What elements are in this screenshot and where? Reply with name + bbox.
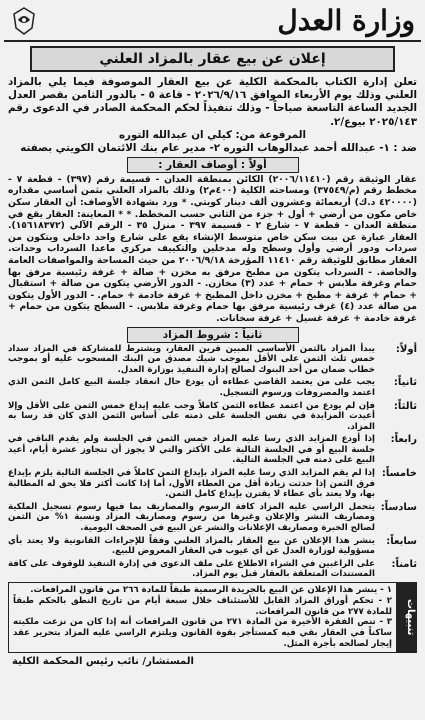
condition-label: خامساً: — [381, 468, 417, 480]
notes-box — [8, 582, 417, 653]
condition-item — [8, 559, 417, 580]
intro-text: تعلن إدارة الكتاب بالمحكمة الكلية عن بيع العقار الموصوفة فيما يلي بالمزاد العلني وذلك يوم الأربعاء الموافق ٢٠٢٦/٩/١٦ - قاعة ٥ - بالدور الثامن بقصر العدل الجديد الساعة التاسعة صباحاً - وذلك تنفيذاً لحكم المحكمة الصادر في الدعوى رقم ٢٠٢٥/١٤٣ بيوع/٢. — [8, 76, 417, 128]
condition-text: ينشر هذا الإعلان عن بيع العقار بالمزاد العلني وفقاً للإجراءات القانونية ولا يعتد بأي مسؤولية لوزارة العدل عن أي عيوب في العقار المعروض للبيع. — [8, 535, 375, 557]
condition-item — [8, 401, 417, 433]
condition-text: على الراغبين في الشراء الاطلاع على ملف الدعوى في إدارة التنفيذ للوقوف على كافة المستندات المتعلقة بالعقار قبل يوم المزاد. — [8, 558, 375, 580]
condition-label: ثالثاً: — [393, 400, 417, 412]
plaintiff-line: المرفوعة من: كيلي ان عبدالله التوره — [118, 128, 307, 141]
note-item: ٢ - تحكم أوراق المزاد القابل للأستئناف خلال سبعة أيام من تاريخ النطق بالحكم طبقاً للمادة ٢٧٧ من قانون المرافعات. — [13, 595, 392, 617]
auction-conditions-list — [4, 344, 421, 580]
condition-text: يجب على من يعتمد القاضي عطاءه أن يودع حال انعقاد جلسة البيع كامل الثمن الذي اعتمد والمصروفات ورسوم التسجيل. — [8, 377, 375, 398]
case-parties — [4, 129, 421, 155]
notice-title: إعلان عن بيع عقار بالمزاد العلني — [30, 46, 395, 72]
masthead — [4, 4, 421, 42]
condition-label: رابعاً: — [390, 434, 417, 446]
state-emblem-icon — [10, 6, 38, 36]
condition-text: يبدأ المزاد بالثمن الأساسي المبين قرين العقار، ويشترط للمشاركة في المزاد سداد خمس ثلث الثمن على الأقل بموجب شيك مصدق من البنك المسحوب عليه أو بموجب خطاب ضمان من أحد البنوك لصالح إدارة التنفيذ بوزارة العدل. — [8, 343, 375, 375]
ministry-name: وزارة العدل — [277, 4, 415, 37]
defendants-line: ضد : ١- عبدالله أحمد عبدالوهاب التوره ٢- مدير عام بنك الائتمان الكويتي بصفته — [20, 141, 417, 154]
condition-item — [8, 434, 417, 466]
condition-label: سابعاً: — [386, 535, 417, 547]
property-description-text: عقار الوثيقة رقم (٢٠٠٦/١١٤١٠) الكائن بمنطقة العدان - قسيمة رقم (٣٩٧) - قطعة ٧ - مخطط رقم (م/٣٧٥٤٩) ومساحته الكلية (٤٠٠م٢) وذلك بالمزاد العلني بثمن أساسي مقداره (٤٢٠٠٠٠ د.ك) أربعمائة وعشرون ألف دينار كويتي. * ورد بشهادة الأوصاف: أن العقار سكن خاص مكون من أرضي + أول + جزء من الثاني حسب المخطط. * * المعاينة: العقار يقع في منطقة العدان - قطعة ٧ - شارع ٢ - قسيمة ٣٩٧ - منزل ٣٥ - الرقم الآلي (١٥٦١٨٣٧٢). العقار عبارة عن بيت سكن خاص متوسط الإنشاء يقع على شارع واحد داخلي ويتكون من سرداب ودور أرضي وأول وسطح وله مدخلين والتكييف مركزي ماعدا السرداب وحدات. العقار مطابق للوثيقة رقم ١١٤١٠ المؤرخة ٢٠٠٦/٩/١٨ من حيث المساحة والمواصفات العامة والخاصة. - السرداب يتكون من مطبخ مرفق به مخزن + صالة + غرفة رئيسية مرفق بها حمام وغرفة ملابس + حمام + عدد (٣) مخازن. - الدور الأرضي يتكون من صالة + استقبال + حمام + غرفة + مطبخ + مخزن داخل المطبخ + غرفة خادمة + حمام. - الدور الأول يتكون من صالة عدد (٤) غرف رئيسية مرفق بها حمام وغرفة ملابس. - السطح يتكون من حمام + غرفة خادمة + غرفة غسيل + غرفة سخانات. — [8, 173, 418, 324]
condition-label: أولاً: — [395, 343, 417, 355]
condition-text: يتحمل الراسي عليه المزاد كافة الرسوم والمصاريف بما فيها رسوم تسجيل الملكية ومصاريف النشر والإعلان وغيرها من رسوم ومصاريف المزاد ونسبة ١% من الثمن لصالح الخبرة ومصاريف الإعلانات والنشر عن البيع في الصحف اليومية. — [8, 501, 375, 534]
condition-item — [8, 468, 417, 500]
property-description — [4, 174, 421, 325]
condition-item — [8, 536, 417, 557]
notes-tag: تنبيهات — [396, 583, 416, 652]
section-property-description-heading: أولاً : أوصاف العقار : — [127, 157, 299, 173]
condition-label: ثامناً: — [391, 558, 417, 570]
intro-paragraph — [4, 74, 421, 129]
condition-text: إذا لم يقم المزايد الذي رسا عليه المزاد بإيداع الثمن كاملاً في الجلسة التالية يلزم بإيداع فرق الثمن إذا حدثت زيادة أقل من العطاء الأول، أما إذا كانت أكثر فلا يحق له المطالبة بها، ولا يعتد بأي عطاء لا يقترن بإيداع كامل الثمن. — [8, 468, 375, 500]
note-item: ٣ - تنص الفقرة الأخيرة من المادة ٢٧١ من قانون المرافعات أنه إذا كان من نزعت ملكيته ساكناً في العقار بقي فيه كمستأجر بقوة القانون ويلتزم الراسي عليه المزاد بتحرير عقد إيجار لصالحه بأجرة المثل. — [13, 617, 392, 649]
condition-label: سادساً: — [380, 501, 417, 513]
condition-item — [8, 377, 417, 398]
condition-text: فإن لم يودع من اعتمد عطاءه الثمن كاملاً وجب عليه إيداع خمس الثمن على الأقل وإلا أعيدت المزايدة في نفس الجلسة على ذمته على أساس الثمن الذي كان قد رسا به المزاد. — [8, 400, 375, 432]
condition-label: ثانياً: — [393, 377, 417, 389]
notes-list — [9, 583, 396, 652]
condition-item — [8, 502, 417, 534]
section-auction-conditions-heading: ثانياً : شروط المزاد — [127, 327, 299, 343]
condition-text: إذا أودع المزايد الذي رسا عليه المزاد خمس الثمن في الجلسة ولم يقدم الباقي في جلسة البيع أو في الجلسة التالية على الأكثر والتي لا يجوز أن تتجاوز عشرة أيام، أعيد البيع على ذمته في الجلسة التالية. — [8, 434, 375, 466]
condition-item — [8, 344, 417, 376]
note-item: ١ - ينشر هذا الإعلان عن البيع بالجريدة الرسمية طبقاً للمادة ٢٦٦ من قانون المرافعات. — [30, 585, 392, 595]
signature-line: المستشار/ نائب رئيس المحكمة الكلية — [12, 655, 194, 667]
